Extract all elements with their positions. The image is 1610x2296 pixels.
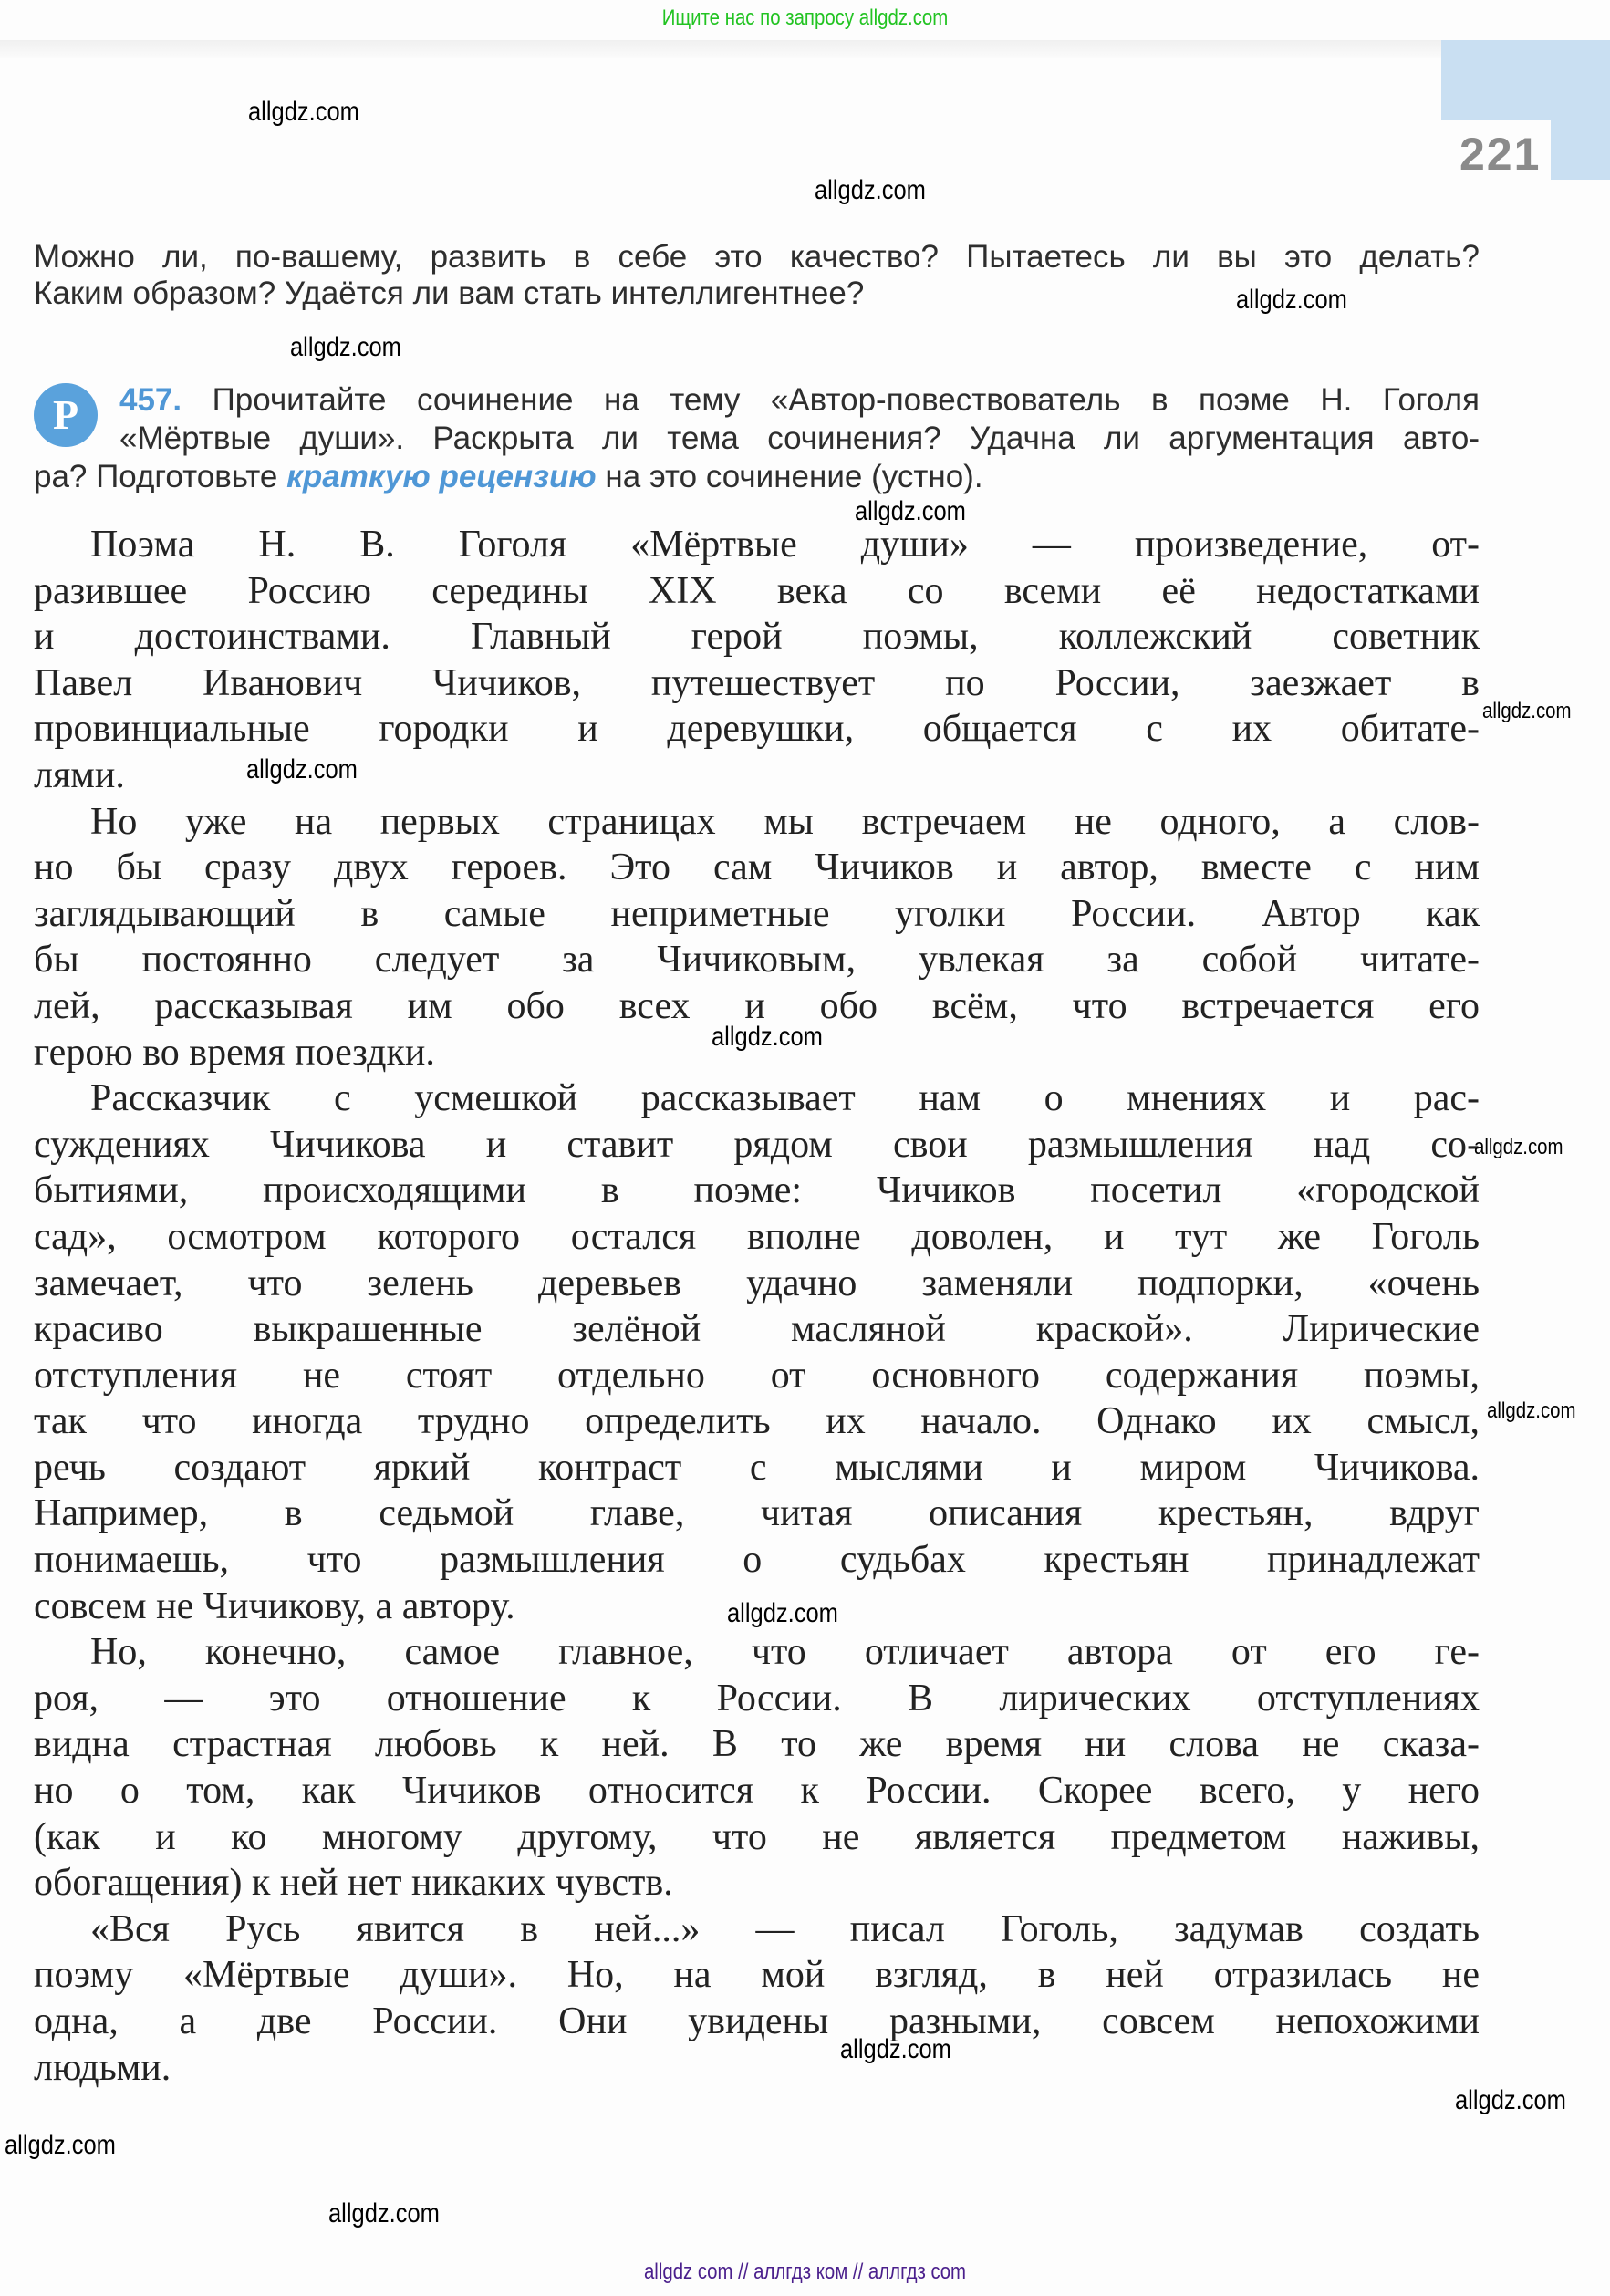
- essay-line: Поэма Н. В. Гоголя «Мёртвые души» — произведение, от-: [90, 524, 1480, 566]
- task-text: на это сочинение (устно).: [596, 459, 983, 494]
- task-line-2: «Мёртвые души». Раскрыта ли тема сочинения? Удачна ли аргументация авто-: [119, 421, 1480, 456]
- essay-line: заглядывающий в самые неприметные уголки России. Автор как: [34, 892, 1480, 935]
- watermark-text: allgdz.com: [290, 332, 401, 362]
- task-line-3: [34, 458, 1480, 496]
- task-number: 457.: [119, 382, 182, 418]
- essay-paragraph: [34, 1629, 1480, 1906]
- essay-line: отступления не стоят отдельно от основного содержания поэмы,: [34, 1354, 1480, 1397]
- essay-line: (как и ко многому другому, что не является предметом наживы,: [34, 1815, 1480, 1858]
- essay-line: лями.: [34, 753, 125, 796]
- page-corner-tab-side: [1551, 120, 1610, 180]
- page-top-shade: [0, 40, 1610, 58]
- essay-line: роя, — это отношение к России. В лирических отступлениях: [34, 1677, 1480, 1719]
- bottom-banner-link[interactable]: allgdz com // аллгдз ком // аллгдз com: [643, 2260, 967, 2284]
- essay-line: так что иногда трудно определить их начало. Однако их смысл,: [34, 1400, 1480, 1443]
- watermark-text: allgdz.com: [1474, 1135, 1563, 1159]
- essay-line: лей, рассказывая им обо всех и обо всём, что встречается его: [34, 984, 1480, 1027]
- watermark-text: allgdz.com: [727, 1598, 838, 1628]
- essay-line: совсем не Чичикову, а автору.: [34, 1584, 515, 1627]
- essay-line: Павел Иванович Чичиков, путешествует по России, заезжает в: [34, 661, 1480, 704]
- essay-line: сад», осмотром которого остался вполне доволен, и тут же Гоголь: [34, 1215, 1480, 1258]
- essay-line: Но уже на первых страницах мы встречаем не одного, а слов-: [90, 800, 1480, 843]
- essay-line: Рассказчик с усмешкой рассказывает нам о мнениях и рас-: [90, 1077, 1480, 1120]
- watermark-text: allgdz.com: [248, 97, 359, 127]
- essay-line: бы постоянно следует за Чичиковым, увлекая за собой читате-: [34, 939, 1480, 982]
- essay-line: Но, конечно, самое главное, что отличает автора от его ге-: [90, 1631, 1480, 1674]
- essay-line: людьми.: [34, 2046, 171, 2089]
- essay-paragraph: [34, 1906, 1480, 2091]
- essay-line: Например, в седьмой главе, читая описания крестьян, вдруг: [34, 1492, 1480, 1535]
- essay-line: видна страстная любовь к ней. В то же время ни слова не сказа-: [34, 1723, 1480, 1766]
- essay-line: одна, а две России. Они увидены разными, совсем непохожими: [34, 2000, 1480, 2042]
- rhetoric-badge-icon: Р: [34, 383, 98, 447]
- intro-line: Каким образом? Удаётся ли вам стать интеллигентнее?: [34, 275, 865, 311]
- essay-line: но бы сразу двух героев. Это сам Чичиков и автор, вместе с ним: [34, 847, 1480, 889]
- watermark-text: allgdz.com: [246, 754, 358, 784]
- essay-line: но о том, как Чичиков относится к России. Скорее всего, у него: [34, 1770, 1480, 1813]
- task-text: Прочитайте сочинение на тему «Автор-повествователь в поэме Н. Гоголя: [212, 382, 1480, 418]
- essay-line: разившее Россию середины XIX века со всеми её недостатками: [34, 569, 1480, 612]
- page-corner-tab: [1441, 40, 1610, 120]
- watermark-text: allgdz.com: [1487, 1398, 1576, 1423]
- watermark-text: allgdz.com: [5, 2130, 116, 2160]
- essay-line: бытиями, происходящими в поэме: Чичиков посетил «городской: [34, 1169, 1480, 1212]
- essay-line: обогащения) к ней нет никаких чувств.: [34, 1862, 673, 1905]
- essay-line: красиво выкрашенные зелёной масляной краской». Лирические: [34, 1308, 1480, 1351]
- essay-line: суждениях Чичикова и ставит рядом свои размышления над со-: [34, 1123, 1480, 1166]
- essay-line: провинциальные городки и деревушки, общается с их обитате-: [34, 708, 1480, 751]
- essay-line: герою во время поездки.: [34, 1031, 435, 1074]
- essay-paragraph: [34, 1075, 1480, 1629]
- watermark-text: allgdz.com: [712, 1022, 823, 1052]
- essay-line: замечает, что зелень деревьев удачно заменяли подпорки, «очень: [34, 1262, 1480, 1304]
- intro-line: Можно ли, по-вашему, развить в себе это качество? Пытаетесь ли вы это делать?: [34, 239, 1480, 275]
- watermark-text: allgdz.com: [1455, 2085, 1566, 2115]
- essay-line: понимаешь, что размышления о судьбах крестьян принадлежат: [34, 1539, 1480, 1582]
- task-text: ра? Подготовьте: [34, 459, 287, 494]
- watermark-text: allgdz.com: [855, 496, 966, 526]
- top-banner-link[interactable]: Ищите нас по запросу allgdz.com: [661, 5, 949, 30]
- watermark-text: allgdz.com: [840, 2034, 951, 2064]
- essay-line: речь создают яркий контраст с мыслями и миром Чичикова.: [34, 1446, 1480, 1489]
- task-line-1: [34, 381, 1480, 420]
- watermark-text: allgdz.com: [1482, 699, 1572, 723]
- essay-line: и достоинствами. Главный герой поэмы, коллежский советник: [34, 616, 1480, 659]
- watermark-text: allgdz.com: [815, 175, 926, 205]
- essay-line: поэму «Мёртвые души». Но, на мой взгляд, в ней отразилась не: [34, 1954, 1480, 1997]
- watermark-text: allgdz.com: [328, 2198, 440, 2228]
- essay-line: «Вся Русь явится в ней...» — писал Гоголь, задумав создать: [90, 1907, 1480, 1950]
- task-457: [34, 381, 1480, 496]
- page-number: 221: [1459, 129, 1542, 180]
- watermark-text: allgdz.com: [1236, 285, 1347, 315]
- task-highlight-term: краткую рецензию: [286, 459, 597, 494]
